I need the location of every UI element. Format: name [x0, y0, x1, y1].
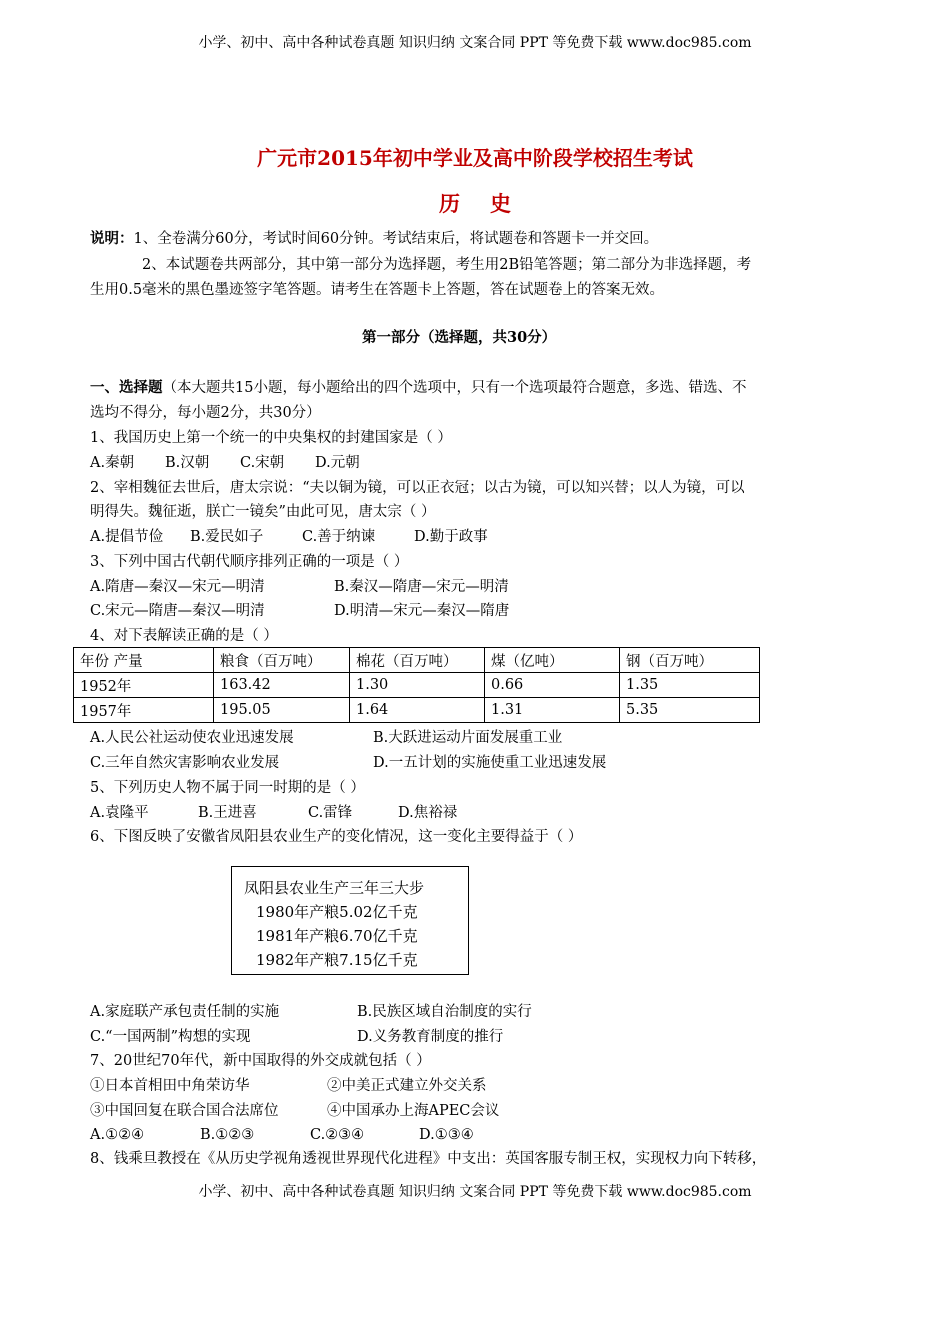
instructions-label: 说明：: [90, 230, 134, 247]
exam-subject: 历史: [439, 191, 541, 216]
q4-stem: 4、对下表解读正确的是（ ）: [90, 628, 278, 644]
q4-table: [73, 647, 760, 723]
section1-line-a: [90, 378, 746, 398]
instructions-line-2a: 2、本试题卷共两部分，其中第一部分为选择题，考生用2B铅笔答题；第二部分为非选择题，考: [142, 257, 752, 273]
q3-options-cd: [90, 601, 509, 621]
q6-option-b: B.民族区域自治制度的实行: [357, 1004, 532, 1020]
q1-option-c: C.宋朝: [240, 455, 285, 471]
q3-option-b: B.秦汉—隋唐—宋元—明清: [334, 579, 509, 595]
q3-option-a: A.隋唐—秦汉—宋元—明清: [90, 579, 265, 595]
q7-item-1: ①日本首相田中角荣访华: [90, 1078, 250, 1094]
q4-table-cell: 195.05: [214, 698, 350, 723]
exam-title: 广元市2015年初中学业及高中阶段学校招生考试: [257, 146, 693, 170]
q1-stem: 1、我国历史上第一个统一的中央集权的封建国家是（ ）: [90, 430, 452, 446]
q4-table-header-cell: 棉花（百万吨）: [350, 648, 485, 673]
page-footer: 小学、初中、高中各种试卷真题 知识归纳 文案合同 PPT 等免费下载 www.doc985.com: [198, 1184, 752, 1200]
q4-table-header-cell: 年份 产量: [74, 648, 214, 673]
instructions-line-1: [90, 229, 658, 249]
q5-option-a: A.袁隆平: [90, 805, 149, 821]
q3-option-c: C.宋元—隋唐—秦汉—明清: [90, 603, 265, 619]
q4-table-header-cell: 粮食（百万吨）: [214, 648, 350, 673]
instructions-line-2b: 生用0.5毫米的黑色墨迹签字笔答题。请考生在答题卡上答题，答在试题卷上的答案无效。: [90, 282, 665, 298]
q4-table-cell: 1952年: [74, 673, 214, 698]
q7-item-4: ④中国承办上海APEC会议: [327, 1103, 500, 1119]
q4-table-header-cell: 钢（百万吨）: [620, 648, 760, 673]
q5-option-c: C.雷锋: [308, 805, 353, 821]
q5-option-b: B.王进喜: [198, 805, 257, 821]
q1-option-a: A.秦朝: [90, 455, 135, 471]
q3-option-d: D.明清—宋元—秦汉—隋唐: [334, 603, 510, 619]
q1-option-d: D.元朝: [315, 455, 360, 471]
q7-item-2: ②中美正式建立外交关系: [327, 1078, 487, 1094]
q6-option-d: D.义务教育制度的推行: [357, 1029, 504, 1045]
q7-stem: 7、20世纪70年代，新中国取得的外交成就包括（ ）: [90, 1053, 431, 1069]
q6-options-cd: [90, 1027, 503, 1047]
q4-option-d: D.一五计划的实施使重工业迅速发展: [373, 755, 607, 771]
q4-table-cell: 1957年: [74, 698, 214, 723]
q4-table-cell: 1.35: [620, 673, 760, 698]
q2-option-d: D.勤于政事: [414, 529, 488, 545]
q4-table-header-cell: 煤（亿吨）: [485, 648, 620, 673]
q4-options-cd: [90, 753, 606, 773]
section1-label: 一、选择题: [90, 379, 163, 396]
q4-table-cell: 1.30: [350, 673, 485, 698]
q6-figure-box: [231, 866, 469, 975]
q1-option-b: B.汉朝: [165, 455, 210, 471]
q4-option-a: A.人民公社运动使农业迅速发展: [90, 730, 294, 746]
table-row: [74, 698, 760, 723]
q4-table-cell: 1.31: [485, 698, 620, 723]
q6-stem: 6、下图反映了安徽省凤阳县农业生产的变化情况，这一变化主要得益于（ ）: [90, 829, 583, 845]
q6-options-ab: [90, 1002, 532, 1022]
q7-option-b: B.①②③: [200, 1127, 255, 1143]
q2-option-b: B.爱民如子: [190, 529, 264, 545]
q1-options: [90, 453, 360, 473]
page-header: 小学、初中、高中各种试卷真题 知识归纳 文案合同 PPT 等免费下载 www.doc985.com: [198, 35, 752, 51]
q4-option-c: C.三年自然灾害影响农业发展: [90, 755, 280, 771]
q7-option-d: D.①③④: [419, 1127, 474, 1143]
q4-table-cell: 1.64: [350, 698, 485, 723]
q4-table-cell: 163.42: [214, 673, 350, 698]
q2-options: [90, 527, 488, 547]
table-row: [74, 673, 760, 698]
q2-option-a: A.提倡节俭: [90, 529, 164, 545]
q3-options-ab: [90, 577, 509, 597]
q2-stem-a: 2、宰相魏征去世后，唐太宗说：“夫以铜为镜，可以正衣冠；以古为镜，可以知兴替；以人为镜，可以: [90, 480, 745, 496]
q2-stem-b: 明得失。魏征逝，朕亡一镜矣”由此可见，唐太宗（ ）: [90, 504, 436, 520]
q4-options-ab: [90, 728, 562, 748]
q4-option-b: B.大跃进运动片面发展重工业: [373, 730, 563, 746]
q7-items-12: [90, 1076, 487, 1096]
q6-option-a: A.家庭联产承包责任制的实施: [90, 1004, 280, 1020]
q6-box-title: 凤阳县农业生产三年三大步: [244, 879, 425, 897]
section1-desc-b: 选均不得分，每小题2分，共30分）: [90, 405, 321, 421]
q7-option-a: A.①②④: [90, 1127, 145, 1143]
q6-box-line-2: 1981年产粮6.70亿千克: [256, 927, 418, 945]
instructions-text-1: 1、全卷满分60分，考试时间60分钟。考试结束后，将试题卷和答题卡一并交回。: [133, 231, 659, 247]
q6-box-line-3: 1982年产粮7.15亿千克: [256, 951, 418, 969]
section1-desc-a: （本大题共15小题，每小题给出的四个选项中，只有一个选项最符合题意，多选、错选、不: [162, 380, 747, 396]
part1-heading: 第一部分（选择题，共30分）: [362, 329, 557, 346]
q5-stem: 5、下列历史人物不属于同一时期的是（ ）: [90, 780, 365, 796]
q5-options: [90, 803, 457, 823]
q4-table-cell: 5.35: [620, 698, 760, 723]
q8-stem: 8、钱乘旦教授在《从历史学视角透视世界现代化进程》中支出：英国客服专制王权，实现权力向下转移，: [90, 1151, 767, 1167]
q6-option-c: C.“一国两制”构想的实现: [90, 1029, 251, 1045]
q2-option-c: C.善于纳谏: [302, 529, 376, 545]
q7-options: [90, 1125, 474, 1145]
q7-item-3: ③中国回复在联合国合法席位: [90, 1103, 279, 1119]
q4-table-header-row: [74, 648, 760, 673]
q7-option-c: C.②③④: [310, 1127, 365, 1143]
q6-box-line-1: 1980年产粮5.02亿千克: [256, 903, 418, 921]
q3-stem: 3、下列中国古代朝代顺序排列正确的一项是（ ）: [90, 554, 409, 570]
q4-table-cell: 0.66: [485, 673, 620, 698]
q5-option-d: D.焦裕禄: [398, 805, 458, 821]
q7-items-34: [90, 1101, 499, 1121]
